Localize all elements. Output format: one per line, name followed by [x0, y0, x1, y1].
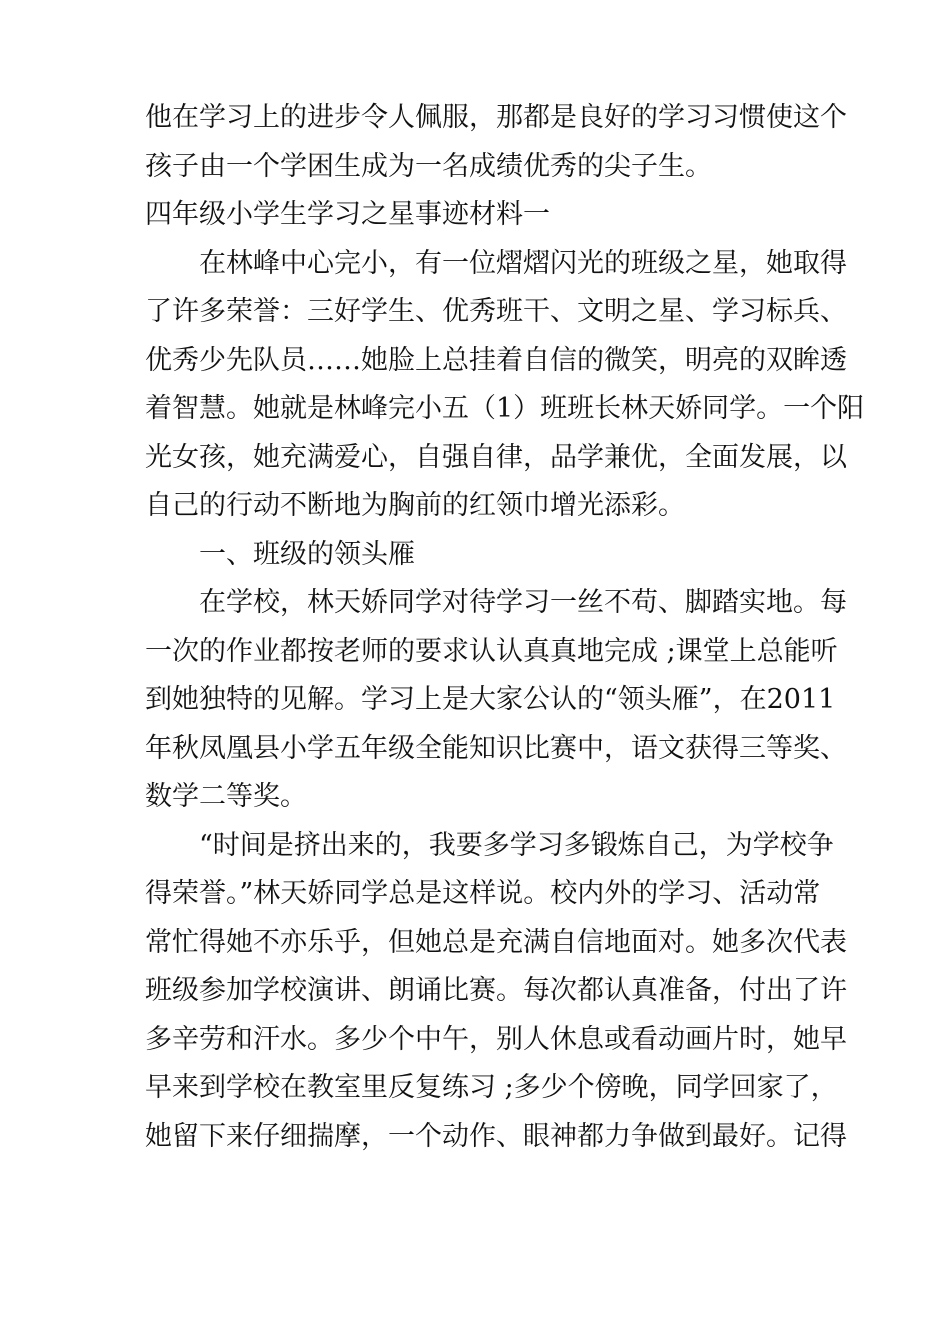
text-line: 着智慧。她就是林峰完小五（1）班班长林天娇同学。一个阳 — [145, 393, 865, 424]
text-line: 孩子由一个学困生成为一名成绩优秀的尖子生。 — [145, 150, 712, 182]
text-line: 他在学习上的进步令人佩服，那都是良好的学习习惯使这个 — [145, 102, 847, 133]
text-line: 常忙得她不亦乐乎，但她总是充满自信地面对。她多次代表 — [145, 926, 847, 958]
paragraph-start: 在林峰中心完小，有一位熠熠闪光的班级之星，她取得 — [199, 247, 847, 279]
text-line: 自己的行动不断地为胸前的红领巾增光添彩。 — [145, 490, 685, 521]
text-line: 数学二等奖。 — [145, 781, 307, 812]
text-line: 了许多荣誉：三好学生、优秀班干、文明之星、学习标兵、 — [145, 296, 847, 327]
text-line: 一次的作业都按老师的要求认认真真地完成 ;课堂上总能听 — [145, 635, 838, 667]
text-line: 得荣誉。”林天娇同学总是这样说。校内外的学习、活动常 — [145, 878, 821, 909]
document-body — [145, 94, 865, 1161]
text-line: 到她独特的见解。学习上是大家公认的“领头雁”，在2011 — [145, 684, 836, 715]
subheading: 一、班级的领头雁 — [199, 538, 415, 570]
text-line: 班级参加学校演讲、朗诵比赛。每次都认真准备，付出了许 — [145, 975, 847, 1006]
section-title: 四年级小学生学习之星事迹材料一 — [145, 199, 550, 230]
text-line: 年秋凤凰县小学五年级全能知识比赛中，语文获得三等奖、 — [145, 732, 847, 764]
paragraph-start: “时间是挤出来的，我要多学习多锻炼自己，为学校争 — [199, 829, 834, 861]
text-line: 多辛劳和汗水。多少个中午，别人休息或看动画片时，她早 — [145, 1023, 847, 1055]
text-line: 优秀少先队员……她脸上总挂着自信的微笑，明亮的双眸透 — [145, 344, 847, 376]
text-line: 早来到学校在教室里反复练习 ;多少个傍晚，同学回家了， — [145, 1072, 838, 1103]
paragraph-start: 在学校，林天娇同学对待学习一丝不苟、脚踏实地。每 — [199, 587, 847, 618]
text-line: 光女孩，她充满爱心，自强自律，品学兼优，全面发展，以 — [145, 441, 847, 473]
text-line: 她留下来仔细揣摩，一个动作、眼神都力争做到最好。记得 — [145, 1120, 847, 1152]
